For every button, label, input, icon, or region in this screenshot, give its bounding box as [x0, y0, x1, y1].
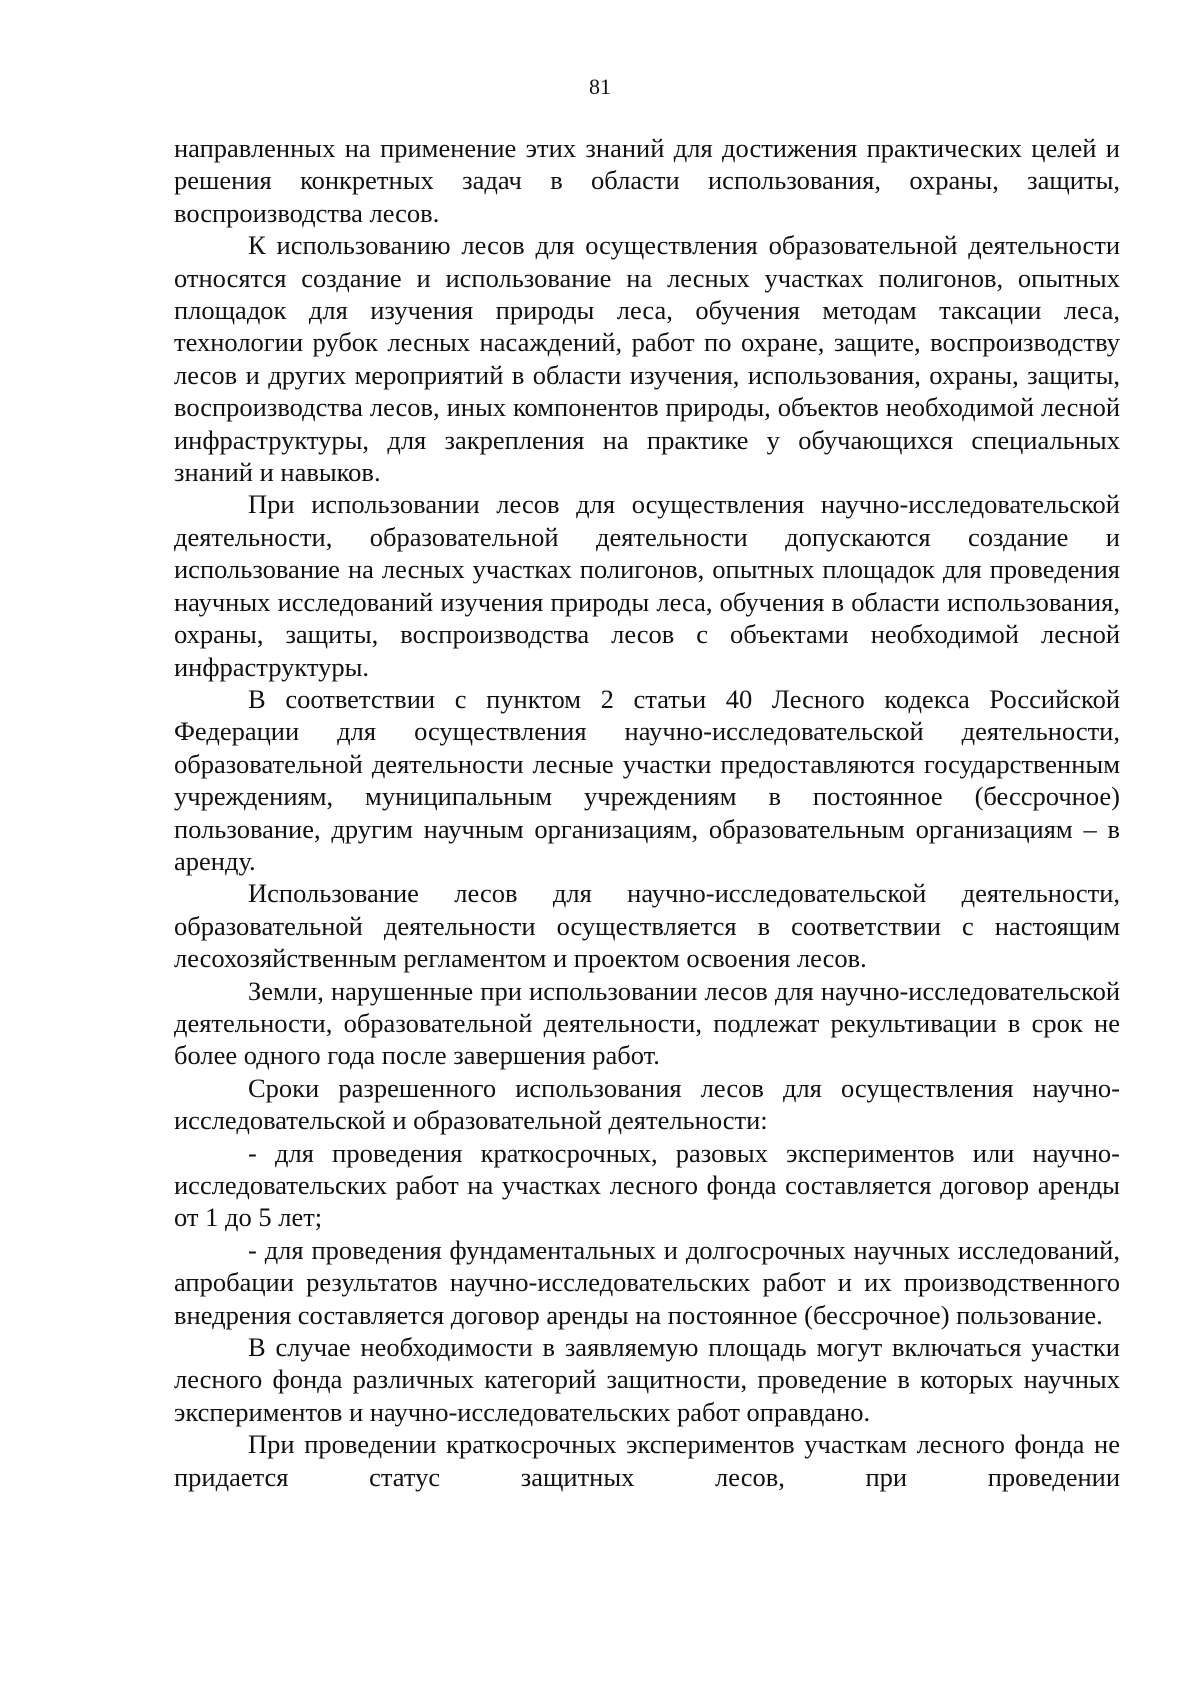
paragraph: При проведении краткосрочных экспериментов участкам лесного фонда не придается статус защитных лесов, при проведении: [174, 1429, 1120, 1492]
paragraph: направленных на применение этих знаний для достижения практических целей и решения конкретных задач в области использования, охраны, защиты, воспроизводства лесов.: [174, 133, 1120, 228]
paragraph: Использование лесов для научно-исследовательской деятельности, образовательной деятельности осуществляется в соответствии с настоящим лесохозяйственным регламентом и проектом освоения лесов.: [174, 878, 1120, 974]
list-item: - для проведения фундаментальных и долгосрочных научных исследований, апробации результатов научно-исследовательских работ и их производственного внедрения составляется договор аренды на постоянное (бессрочное) пользование.: [174, 1234, 1120, 1330]
paragraph: К использованию лесов для осуществления образовательной деятельности относятся создание и использование на лесных участках полигонов, опытных площадок для изучения природы леса, обучения методам таксации леса, технологии рубок лесных насаждений, работ по охране, защите, воспроизводству лесов и других мероприятий в области изучения, использования, охраны, защиты, воспроизводства лесов, иных компонентов природы, объектов необходимой лесной инфраструктуры, для закрепления на практике у обучающихся специальных знаний и навыков.: [174, 230, 1120, 488]
paragraph: В соответствии с пунктом 2 статьи 40 Лесного кодекса Российской Федерации для осуществления научно-исследовательской деятельности, образовательной деятельности лесные участки предоставляются государственным учреждениям, муниципальным учреждениям в постоянное (бессрочное) пользование, другим научным организациям, образовательным организациям – в аренду.: [174, 683, 1120, 876]
paragraph: Земли, нарушенные при использовании лесов для научно-исследовательской деятельности, образовательной деятельности, подлежат рекультивации в срок не более одного года после завершения работ.: [174, 975, 1120, 1071]
page-number: 81: [589, 74, 611, 99]
document-body: [174, 132, 1120, 1493]
paragraph: Сроки разрешенного использования лесов для осуществления научно-исследовательской и образовательной деятельности:: [174, 1072, 1120, 1136]
paragraph: В случае необходимости в заявляемую площадь могут включаться участки лесного фонда различных категорий защитности, проведение в которых научных экспериментов и научно-исследовательских работ оправдано.: [174, 1332, 1120, 1427]
paragraph: При использовании лесов для осуществления научно-исследовательской деятельности, образовательной деятельности допускаются создание и использование на лесных участках полигонов, опытных площадок для проведения научных исследований изучения природы леса, обучения в области использования, охраны, защиты, воспроизводства лесов с объектами необходимой лесной инфраструктуры.: [174, 489, 1120, 682]
list-item: - для проведения краткосрочных, разовых экспериментов или научно-исследовательских работ на участках лесного фонда составляется договор аренды от 1 до 5 лет;: [174, 1137, 1120, 1233]
